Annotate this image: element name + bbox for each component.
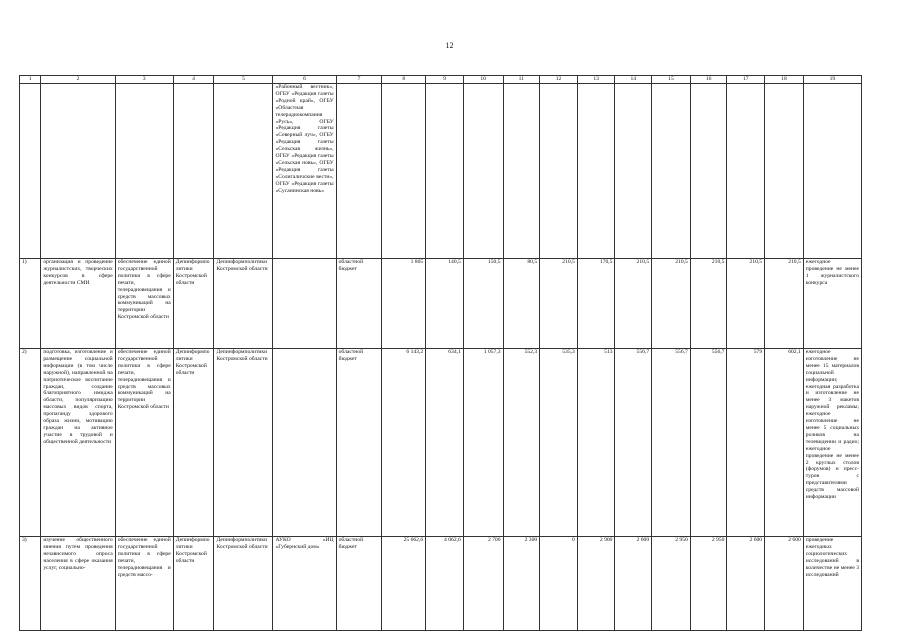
row-number: 2)	[20, 349, 41, 537]
participants-cell	[273, 259, 336, 349]
amount-year: 210,5	[652, 259, 691, 349]
amount-year: 2 600	[765, 537, 804, 631]
header-cell: 4	[173, 76, 214, 84]
activity-cell: изучение общественного мнения путем проведения независимого опроса населения в сфере оказания услуг, социально-	[41, 537, 115, 631]
coexecutor-cell	[214, 84, 273, 259]
amount-year: 2 600	[615, 537, 652, 631]
indicator-cell: ежегодное проведение не менее 1 журналистского конкурса	[803, 259, 861, 349]
amount-year	[727, 84, 765, 259]
header-cell: 14	[615, 76, 652, 84]
participants-cell: АУКО «ИЦ «Губернский дом»	[273, 537, 336, 631]
amount-year: 4 062,6	[426, 537, 464, 631]
row-number	[20, 84, 41, 259]
amount-year	[577, 84, 615, 259]
header-cell: 10	[463, 76, 503, 84]
participants-cell: «Районный вестник», ОГБУ «Редакция газеты «Родной край», ОГБУ «Областная телерадиокомпания «Русь», ОГБУ «Редакция газеты «Северный луч», ОГБУ «Редакция газеты «Сельская жизнь», ОГБУ «Редакция газеты «Сельская новь», ОГБУ «Редакция газеты «Солигаличские вести», ОГБУ «Редакция газеты «Сусанинская новь»	[273, 84, 336, 259]
amount-year: 2 900	[577, 537, 615, 631]
header-cell: 15	[652, 76, 691, 84]
header-cell: 6	[273, 76, 336, 84]
header-cell: 19	[803, 76, 861, 84]
header-cell: 16	[690, 76, 727, 84]
funding-source-cell: областной бюджет	[336, 349, 382, 537]
amount-year	[765, 84, 804, 259]
coexecutor-cell: Депинформполитики Костромской области	[214, 537, 273, 631]
amount-year	[652, 84, 691, 259]
amount-year	[615, 84, 652, 259]
responsible-cell: Депинформполитики Костромской области	[173, 537, 214, 631]
amount-year	[426, 84, 464, 259]
goal-cell: обеспечение единой государственной политики в сфере печати, телерадиовещания и средств массо-	[115, 537, 173, 631]
amount-year: 535,3	[540, 349, 578, 537]
header-cell: 18	[765, 76, 804, 84]
header-cell: 5	[214, 76, 273, 84]
funding-source-cell	[336, 84, 382, 259]
amount-year: 80,5	[503, 259, 540, 349]
amount-year: 556,7	[690, 349, 727, 537]
header-cell: 1	[20, 76, 41, 84]
responsible-cell: Депинформполитики Костромской области	[173, 349, 214, 537]
table-row	[20, 537, 862, 631]
header-cell: 2	[41, 76, 115, 84]
table-row	[20, 259, 862, 349]
amount-year: 210,5	[765, 259, 804, 349]
indicator-cell: ежегодное изготовление не менее 15 материалов социальной информации; ежегодная разработка и изготовление не менее 3 макетов наружной рекламы; ежегодное изготовление не менее 5 социальных роликов на телевидении и радио; ежегодное проведение не менее 2 круглых столов (форумов) и пресс-туров с представителями средств массовой информации	[803, 349, 861, 537]
page-number: 12	[445, 41, 454, 50]
activity-cell: подготовка, изготовление и размещение социальной информации (в том числе наружной), направленной на патриотическое воспитание граждан, создание благоприятного имиджа области, популяризацию массовых видов спорта, пропаганду здорового образа жизни, мотивацию граждан на активное участие в трудовой и общественной деятельности	[41, 349, 115, 537]
amount-year: 2 600	[727, 537, 765, 631]
header-cell: 13	[577, 76, 615, 84]
program-table	[19, 75, 862, 631]
amount-year: 2 700	[463, 537, 503, 631]
responsible-cell	[173, 84, 214, 259]
row-number: 1)	[20, 259, 41, 349]
header-cell: 3	[115, 76, 173, 84]
amount-year: 210,5	[690, 259, 727, 349]
header-cell: 7	[336, 76, 382, 84]
amount-year: 602,1	[765, 349, 804, 537]
amount-year: 513	[577, 349, 615, 537]
amount-year: 0	[540, 537, 578, 631]
responsible-cell: Депинформполитики Костромской области	[173, 259, 214, 349]
amount-year	[540, 84, 578, 259]
amount-year	[690, 84, 727, 259]
coexecutor-cell: Депинформполитики Костромской области	[214, 349, 273, 537]
amount-year: 634,1	[426, 349, 464, 537]
header-row	[20, 76, 862, 84]
header-cell: 9	[426, 76, 464, 84]
amount-year: 556,7	[652, 349, 691, 537]
table-row	[20, 349, 862, 537]
amount-total	[382, 84, 426, 259]
goal-cell	[115, 84, 173, 259]
funding-source-cell: областной бюджет	[336, 259, 382, 349]
amount-year	[463, 84, 503, 259]
participants-cell	[273, 349, 336, 537]
goal-cell: обеспечение единой государственной политики в сфере печати, телерадиовещания и средств массовых коммуникаций на территории Костромской области	[115, 259, 173, 349]
activity-cell: организация и проведение журналистских, творческих конкурсов в сфере деятельности СМИ	[41, 259, 115, 349]
amount-year: 579	[727, 349, 765, 537]
amount-total: 1 805	[382, 259, 426, 349]
amount-total: 25 662,6	[382, 537, 426, 631]
coexecutor-cell: Депинформполитики Костромской области	[214, 259, 273, 349]
header-cell: 17	[727, 76, 765, 84]
table-row	[20, 84, 862, 259]
header-cell: 8	[382, 76, 426, 84]
amount-total: 6 143,2	[382, 349, 426, 537]
amount-year: 2 300	[503, 537, 540, 631]
amount-year: 140,5	[426, 259, 464, 349]
amount-year: 210,5	[727, 259, 765, 349]
amount-year: 2 950	[652, 537, 691, 631]
header-cell: 11	[503, 76, 540, 84]
amount-year: 552,3	[503, 349, 540, 537]
activity-cell	[41, 84, 115, 259]
amount-year: 1 057,3	[463, 349, 503, 537]
row-number: 3)	[20, 537, 41, 631]
funding-source-cell: областной бюджет	[336, 537, 382, 631]
amount-year: 210,5	[540, 259, 578, 349]
header-cell: 12	[540, 76, 578, 84]
amount-year: 556,7	[615, 349, 652, 537]
amount-year: 150,5	[463, 259, 503, 349]
goal-cell: обеспечение единой государственной политики в сфере печати, телерадиовещания и средств массовых коммуникаций на территории Костромской области	[115, 349, 173, 537]
amount-year: 2 950	[690, 537, 727, 631]
amount-year: 210,5	[615, 259, 652, 349]
indicator-cell	[803, 84, 861, 259]
amount-year	[503, 84, 540, 259]
indicator-cell: проведение ежегодных социологических исследований в количестве не менее 3 исследований	[803, 537, 861, 631]
amount-year: 170,5	[577, 259, 615, 349]
